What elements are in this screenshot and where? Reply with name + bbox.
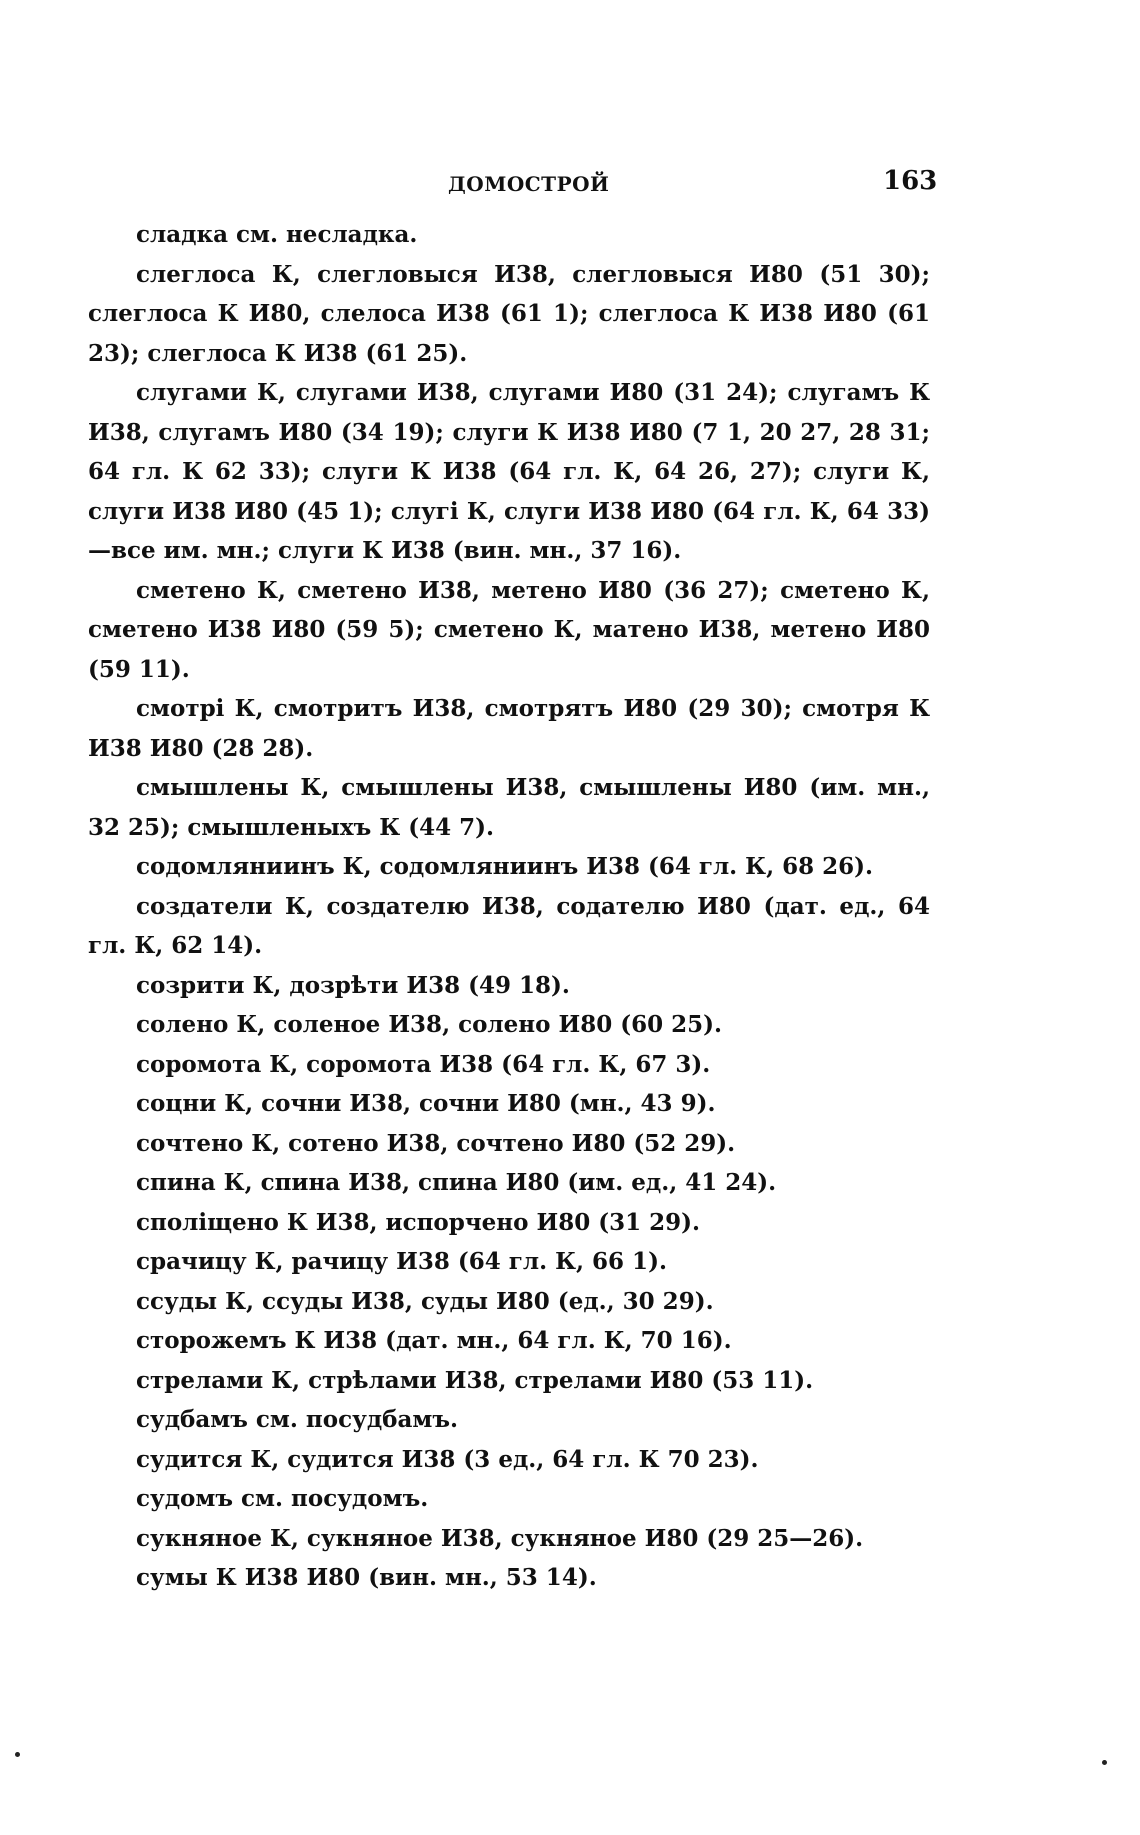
glossary-entry: сумы К И38 И80 (вин. мн., 53 14). — [136, 1564, 597, 1591]
glossary-entry: сукняное К, сукняное И38, сукняное И80 (29 25—26). — [136, 1524, 864, 1552]
glossary-entry: смышлены К, смышлены И38, смышлены И80 (им. мн., 32 25); смышленыхъ К (44 7). — [88, 774, 930, 841]
glossary-text — [88, 215, 930, 1598]
scan-speck — [15, 1752, 20, 1757]
glossary-entry: соцни К, сочни И38, сочни И80 (мн., 43 9). — [136, 1090, 716, 1117]
glossary-entry: соромота К, соромота И38 (64 гл. К, 67 3). — [136, 1050, 711, 1078]
page-number: 163 — [883, 166, 938, 196]
glossary-entry: создатели К, создателю И38, содателю И80 (дат. ед., 64 гл. К, 62 14). — [88, 892, 930, 959]
glossary-entry: стрелами К, стрѣлами И38, стрелами И80 (53 11). — [136, 1366, 814, 1394]
glossary-entry: созрити К, дозрѣти И38 (49 18). — [136, 971, 570, 999]
running-title: ДОМОСТРОЙ — [448, 172, 610, 196]
glossary-entry: срачицу К, рачицу И38 (64 гл. К, 66 1). — [136, 1248, 667, 1275]
glossary-entry: сторожемъ К И38 (дат. мн., 64 гл. К, 70 16). — [136, 1327, 732, 1354]
glossary-entry: судбамъ см. посудбамъ. — [136, 1406, 459, 1433]
glossary-entry: ссуды К, ссуды И38, суды И80 (ед., 30 29). — [136, 1287, 714, 1315]
glossary-entry: солено К, соленое И38, солено И80 (60 25). — [136, 1011, 722, 1038]
glossary-entry: сметено К, сметено И38, метено И80 (36 27); сметено К, сметено И38 И80 (59 5); сметено К, матено И38, метено И80 (59 11). — [88, 576, 930, 683]
glossary-entry: сочтено К, сотено И38, сочтено И80 (52 29). — [136, 1129, 736, 1157]
glossary-entry: споліщено К И38, испорчено И80 (31 29). — [136, 1208, 701, 1236]
glossary-entry: судится К, судится И38 (3 ед., 64 гл. К 70 23). — [136, 1445, 759, 1473]
glossary-entry: слугами К, слугами И38, слугами И80 (31 24); слугамъ К И38, слугамъ И80 (34 19); слуги К И38 И80 (7 1, 20 27, 28 31; 64 гл. К 62 33); слуги К И38 (64 гл. К, 64 26, 27); слуги К, слуги И38 И80 (45 1); слугі К, слуги И38 И80 (64 гл. К, 64 33)—все им. мн.; слуги К И38 (вин. мн., 37 16). — [88, 379, 930, 564]
glossary-entry: слеглоса К, слегловыся И38, слегловыся И80 (51 30); слеглоса К И80, слелоса И38 (61 1); слеглоса К И38 И80 (61 23); слеглоса К И38 (61 25). — [88, 260, 930, 367]
page-header — [0, 166, 1140, 206]
glossary-entry: сладка см. несладка. — [136, 221, 418, 248]
glossary-entry: содомляниинъ К, содомляниинъ И38 (64 гл. К, 68 26). — [136, 853, 874, 880]
glossary-entry: смотрі К, смотритъ И38, смотрятъ И80 (29 30); смотря К И38 И80 (28 28). — [88, 695, 930, 762]
scan-speck — [1102, 1760, 1107, 1765]
glossary-entry: судомъ см. посудомъ. — [136, 1485, 429, 1512]
glossary-entry: спина К, спина И38, спина И80 (им. ед., 41 24). — [136, 1169, 777, 1196]
